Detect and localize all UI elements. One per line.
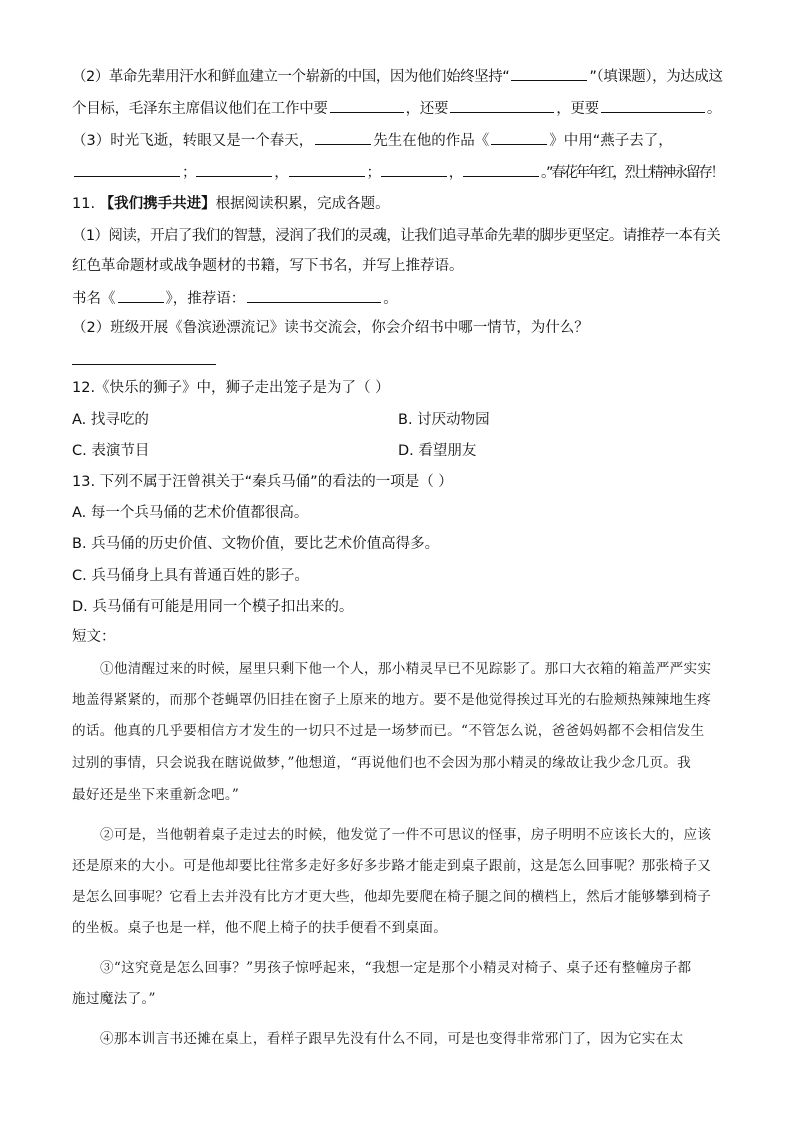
- passage-line: 施过魔法了。”: [72, 991, 156, 1007]
- q13-option-a[interactable]: A. 每一个兵马俑的艺术价值都很高。: [72, 505, 309, 521]
- q12-option-d[interactable]: D. 看望朋友: [398, 443, 477, 459]
- answer-blank[interactable]: [74, 162, 180, 177]
- answer-blank[interactable]: [463, 162, 539, 177]
- q12-stem: 12.《快乐的狮子》中，狮子走出笼子是为了（ ）: [72, 380, 390, 396]
- answer-blank[interactable]: [601, 98, 705, 113]
- answer-blank[interactable]: [511, 66, 587, 81]
- q10-part3-line1: （3）时光飞逝，转眼又是一个春天， 先生在他的作品《 》中用“燕子去了，: [72, 130, 673, 151]
- q11-bookname-line: 书名《 》，推荐语： 。: [72, 288, 398, 309]
- q13-option-b[interactable]: B. 兵马俑的历史价值、文物价值，要比艺术价值高得多。: [72, 536, 440, 552]
- passage-line: 的话。他真的几乎要相信方才发生的一切只不过是一场梦而已。“不管怎么说，爸爸妈妈都不会相信发生: [72, 723, 705, 739]
- q13-option-c[interactable]: C. 兵马俑身上具有普通百姓的影子。: [72, 568, 309, 584]
- passage-line: 还是原来的大小。可是他却要比往常多走好多好多步路才能走到桌子跟前，这是怎么回事呢？那张椅子又: [72, 858, 712, 874]
- q12-option-a[interactable]: A. 找寻吃的: [72, 412, 149, 428]
- q12-option-b[interactable]: B. 讨厌动物园: [398, 412, 490, 428]
- answer-blank[interactable]: [450, 98, 554, 113]
- answer-blank[interactable]: [491, 130, 547, 145]
- passage-line: 地盖得紧紧的，而那个苍蝇罩仍旧挂在窗子上原来的地方。要不是他觉得挨过耳光的右脸颊热辣辣地生疼: [72, 692, 712, 708]
- q12-option-c[interactable]: C. 表演节目: [72, 443, 150, 459]
- q11-part1-line2: 红色革命题材或战争题材的书籍，写下书名，并写上推荐语。: [72, 258, 464, 274]
- q11-title: 11. 【我们携手共进】根据阅读积累，完成各题。: [72, 196, 390, 212]
- answer-blank[interactable]: [196, 162, 272, 177]
- answer-blank[interactable]: [381, 162, 447, 177]
- passage-line: ①他清醒过来的时候，屋里只剩下他一个人，那小精灵早已不见踪影了。那口大衣箱的箱盖严严实实: [100, 661, 712, 677]
- q13-stem: 13. 下列不属于汪曾祺关于“秦兵马俑”的看法的一项是（ ）: [72, 474, 453, 490]
- q11-part2: （2）班级开展《鲁滨逊漂流记》读书交流会，你会介绍书中哪一情节，为什么？: [72, 320, 589, 336]
- q10-part2-line1: （2）革命先辈用汗水和鲜血建立一个崭新的中国，因为他们始终坚持“ ”（填课题），为达成这: [72, 66, 722, 87]
- answer-line[interactable]: [72, 364, 216, 365]
- answer-blank[interactable]: [330, 98, 404, 113]
- answer-blank[interactable]: [315, 130, 371, 145]
- book-name-blank[interactable]: [118, 288, 164, 303]
- answer-blank[interactable]: [289, 162, 365, 177]
- passage-label: 短文：: [72, 629, 116, 645]
- q10-part2-line2: 个目标，毛泽东主席倡议他们在工作中要 ，还要 ，更要 。: [72, 98, 721, 119]
- q11-part1-line1: （1）阅读，开启了我们的智慧，浸润了我们的灵魂，让我们追寻革命先辈的脚步更坚定。请推荐一本有关: [72, 228, 721, 244]
- passage-line: ④那本训言书还摊在桌上，看样子跟早先没有什么不同，可是也变得非常邪门了，因为它实在太: [100, 1031, 684, 1047]
- passage-line: ②可是，当他朝着桌子走过去的时候，他发觉了一件不可思议的怪事，房子明明不应该长大的，应该: [100, 827, 712, 843]
- q10-part3-line2: ； ， ； ， 。”春花年年红，烈士精神永留存！: [72, 162, 723, 183]
- passage-line: 是怎么回事呢？它看上去并没有比方才更大些，他却先要爬在椅子腿之间的横档上，然后才能够攀到椅子: [72, 889, 712, 905]
- passage-line: 的坐板。桌子也是一样，他不爬上椅子的扶手便看不到桌面。: [72, 920, 448, 936]
- passage-line: 过别的事情，只会说我在瞎说做梦，”他想道，“再说他们也不会因为那小精灵的缘故让我少念几页。我: [72, 755, 692, 771]
- recommendation-blank[interactable]: [247, 288, 381, 303]
- passage-line: ③“这究竟是怎么回事？”男孩子惊呼起来，“我想一定是那个小精灵对椅子、桌子还有整幢房子都: [100, 960, 692, 976]
- passage-line: 最好还是坐下来重新念吧。”: [72, 787, 240, 803]
- q13-option-d[interactable]: D. 兵马俑有可能是用同一个模子扣出来的。: [72, 599, 354, 615]
